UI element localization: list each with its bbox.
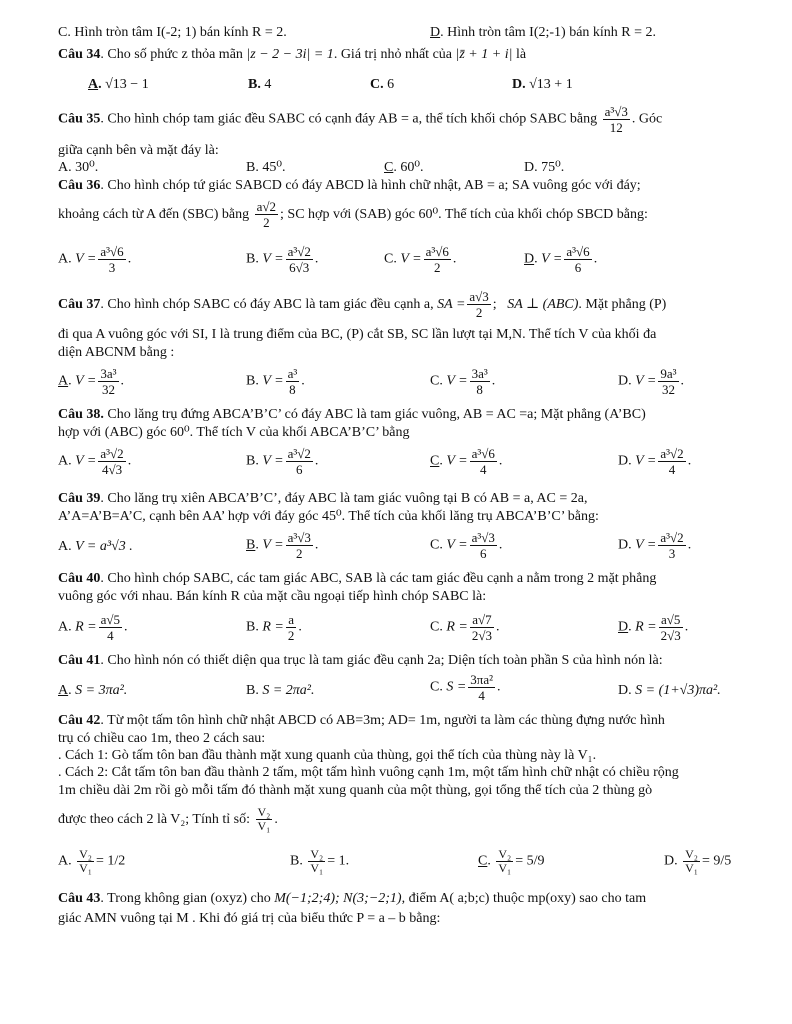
q42-line2: trụ có chiều cao 1m, theo 2 cách sau: — [58, 731, 266, 746]
q40-line1: Câu 40. Cho hình chóp SABC, các tam giác ABC, SAB là các tam giác đều cạnh a nằm trong 2 mặt phẳng — [58, 571, 657, 586]
q41-option-a: A. S = 3πa². — [58, 683, 128, 698]
q36-option-c: C. V = $\frac{\text{a³√6}}{2}$ . — [384, 244, 457, 275]
q42-method2-line1: . Cách 2: Cắt tấm tôn ban đầu thành 2 tấm, một tấm hình vuông cạnh 1m, một tấm hình chữ nhật có chiều rộng — [58, 765, 679, 780]
q35-option-d: D. 75⁰. — [524, 160, 565, 175]
q36-option-d: D. V = $\frac{\text{a³√6}}{6}$ . — [524, 244, 598, 275]
q35-option-a: A. 30⁰. — [58, 160, 99, 175]
q37-option-d: D. V = $\frac{\text{9a³}}{32}$ . — [618, 366, 685, 397]
q39-option-d: D. V = $\frac{\text{a³√2}}{3}$ . — [618, 530, 692, 561]
q35-option-b: B. 45⁰. — [246, 160, 286, 175]
q37-sa-fraction: $\frac{a√3}{2}$ — [469, 289, 489, 321]
q34-option-b: B. 4 — [248, 77, 272, 92]
q42-option-c: C. $\frac{\text{V₂}}{\text{V₁}}$ = 5/9 — [478, 847, 545, 875]
q42-option-d: D. $\frac{\text{V₂}}{\text{V₁}}$ = 9/5 — [664, 847, 732, 875]
q37-line1: Câu 37. Cho hình chóp SABC có đáy ABC là tam giác đều cạnh a, SA = $\frac{a√3}{2}$ ; SA ⊥ (ABC). Mặt phẳng (P) — [58, 289, 667, 321]
q38-option-c: C. V = $\frac{\text{a³√6}}{4}$ . — [430, 446, 503, 477]
q40-line2: vuông góc với nhau. Bán kính R của mặt cầu ngoại tiếp hình chóp SABC là: — [58, 589, 487, 604]
q33-option-c: C. Hình tròn tâm I(-2; 1) bán kính R = 2. — [58, 25, 287, 40]
q38-option-d: D. V = $\frac{\text{a³√2}}{4}$ . — [618, 446, 692, 477]
q34-option-c: C. 6 — [370, 77, 395, 92]
q42-option-a: A. $\frac{\text{V₂}}{\text{V₁}}$ = 1/2 — [58, 847, 126, 875]
q34-stem: Câu 34. Cho số phức z thỏa mãn |z − 2 − 3i| = 1. Giá trị nhỏ nhất của |z̄ + 1 + i| là — [58, 47, 527, 62]
q38-line1: Câu 38. Cho lăng trụ đứng ABCA’B’C’ có đáy ABC là tam giác vuông, AB = AC =a; Mặt phẳng (A’BC) — [58, 407, 646, 422]
q39-option-a: A. V = a³√3 . — [58, 539, 133, 554]
q35-option-c: C. 60⁰. — [384, 160, 424, 175]
q35-stem: Câu 35. Cho hình chóp tam giác đều SABC có cạnh đáy AB = a, thể tích khối chóp SABC bằng $\frac{\text{a³√3}}{12}$ . Góc — [58, 104, 663, 135]
q37-option-b: B. V = $\frac{\text{a³}}{8}$ . — [246, 366, 305, 397]
q41-option-c: C. S = $\frac{\text{3πa²}}{4}$ . — [430, 672, 501, 703]
q38-option-a: A. V = $\frac{\text{a³√2}}{4√3}$ . — [58, 446, 132, 477]
q40-option-b: B. R = $\frac{a}{2}$ . — [246, 612, 302, 643]
q42-method2-line2: 1m chiều dài 2m rồi gò mỗi tấm đó thành mặt xung quanh của một thùng, gọi tổng thể tích của 2 thùng gò — [58, 783, 653, 798]
q39-option-b: B. V = $\frac{\text{a³√3}}{2}$ . — [246, 530, 319, 561]
q37-option-a: A. V = $\frac{\text{3a³}}{32}$ . — [58, 366, 125, 397]
q38-option-b: B. V = $\frac{\text{a³√2}}{6}$ . — [246, 446, 319, 477]
q37-option-c: C. V = $\frac{\text{3a³}}{8}$ . — [430, 366, 496, 397]
q43-line1: Câu 43. Trong không gian (oxyz) cho M(−1;2;4); N(3;−2;1), điểm A( a;b;c) thuộc mp(oxy) sao cho tam — [58, 891, 647, 906]
q38-line2: hợp với (ABC) góc 60⁰. Thể tích V của khối ABCA’B’C’ bằng — [58, 425, 410, 440]
q36-option-a: A. V = $\frac{\text{a³√6}}{3}$ . — [58, 244, 132, 275]
q36-distance-fraction: $\frac{a√2}{2}$ — [256, 199, 277, 231]
q33-option-d: D. Hình tròn tâm I(2;-1) bán kính R = 2. — [430, 25, 657, 40]
q42-method1: . Cách 1: Gò tấm tôn ban đầu thành mặt xung quanh của thùng, gọi thể tích của thùng này là V₁. — [58, 748, 597, 763]
q39-line1: Câu 39. Cho lăng trụ xiên ABCA’B’C’, đáy ABC là tam giác vuông tại B có AB = a, AC = 2a, — [58, 491, 588, 506]
q34-option-d: D. √13 + 1 — [512, 77, 573, 92]
q40-option-d: D. R = $\frac{a√5}{2√3}$ . — [618, 612, 689, 643]
q42-ratio-fraction: $\frac{\text{V₂}}{\text{V₁}}$ — [257, 805, 271, 834]
q36-line1: Câu 36. Cho hình chóp tứ giác SABCD có đáy ABCD là hình chữ nhật, AB = a; SA vuông góc với đáy; — [58, 178, 641, 193]
q37-line2: đi qua A vuông góc với SI, I là trung điểm của BC, (P) cắt SB, SC lần lượt tại M,N. Thể tích V của khối đa — [58, 327, 657, 342]
q39-option-c: C. V = $\frac{\text{a³√3}}{6}$ . — [430, 530, 503, 561]
q36-line2: khoảng cách từ A đến (SBC) bằng $\frac{a√2}{2}$ ; SC hợp với (SAB) góc 60⁰. Thể tích của khối chóp SBCD bằng: — [58, 199, 648, 231]
q40-option-a: A. R = $\frac{a√5}{4}$ . — [58, 612, 128, 643]
q42-option-b: B. $\frac{\text{V₂}}{\text{V₁}}$ = 1. — [290, 847, 350, 875]
q40-option-c: C. R = $\frac{a√7}{2√3}$ . — [430, 612, 500, 643]
q41-line1: Câu 41. Cho hình nón có thiết diện qua trục là tam giác đều cạnh 2a; Diện tích toàn phần S của hình nón là: — [58, 653, 663, 668]
q35-line2: giữa cạnh bên và mặt đáy là: — [58, 143, 219, 158]
q36-option-b: B. V = $\frac{\text{a³√2}}{6√3}$ . — [246, 244, 319, 275]
q41-option-d: D. S = (1+√3)πa². — [618, 683, 721, 698]
q37-line3: diện ABCNM bằng : — [58, 345, 175, 360]
q39-line2: A’A=A’B=A’C, cạnh bên AA’ hợp với đáy góc 45⁰. Thể tích của khối lăng trụ ABCA’B’C’ bằng: — [58, 509, 599, 524]
q41-option-b: B. S = 2πa². — [246, 683, 315, 698]
q42-line1: Câu 42. Từ một tấm tôn hình chữ nhật ABCD có AB=3m; AD= 1m, người ta làm các thùng đựng nước hình — [58, 713, 665, 728]
q34-option-a: A. √13 − 1 — [88, 77, 149, 92]
q43-line2: giác AMN vuông tại M . Khi đó giá trị của biểu thức P = a – b bằng: — [58, 911, 441, 926]
q42-ratio-line: được theo cách 2 là V₂; Tính tỉ số: $\frac{\text{V₂}}{\text{V₁}}$ . — [58, 805, 278, 834]
q35-volume-fraction: $\frac{\text{a³√3}}{12}$ — [604, 104, 628, 135]
